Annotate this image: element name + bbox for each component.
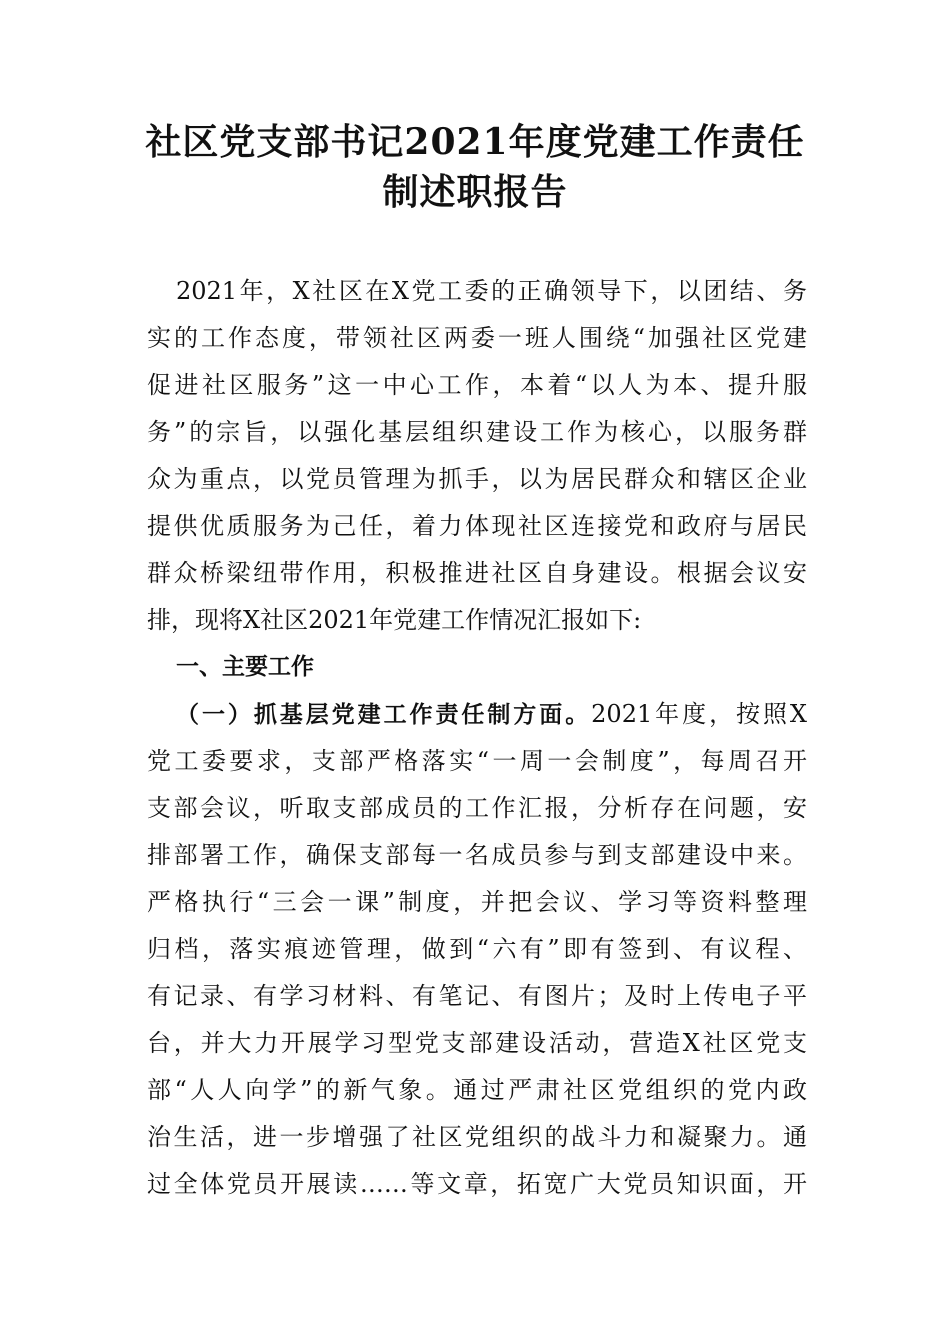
subsection-1-line-3: 支部会议，听取支部成员的工作汇报，分析存在问题，安 xyxy=(147,794,807,822)
intro-line-5: 众为重点，以党员管理为抓手，以为居民群众和辖区企业 xyxy=(147,465,807,493)
intro-line-6: 提供优质服务为己任，着力体现社区连接党和政府与居民 xyxy=(147,512,807,540)
intro-line-3: 促进社区服务”这一中心工作，本着“以人为本、提升服 xyxy=(147,371,807,399)
subsection-1-line-2: 党工委要求，支部严格落实“一周一会制度”，每周召开 xyxy=(147,747,807,775)
subsection-1-first-line-rest: 2021年度，按照X xyxy=(591,700,808,728)
intro-line-7: 群众桥梁纽带作用，积极推进社区自身建设。根据会议安 xyxy=(147,559,807,587)
subsection-1-line-5: 严格执行“三会一课”制度，并把会议、学习等资料整理 xyxy=(147,888,807,916)
intro-line-1: 2021年，X社区在X党工委的正确领导下，以团结、务 xyxy=(176,277,807,305)
subsection-1-line-10: 治生活，进一步增强了社区党组织的战斗力和凝聚力。通 xyxy=(147,1123,807,1151)
subsection-1-line-11: 过全体党员开展读……等文章，拓宽广大党员知识面，开 xyxy=(147,1170,807,1198)
subsection-1-line-7: 有记录、有学习材料、有笔记、有图片；及时上传电子平 xyxy=(147,982,807,1010)
subsection-1-line-8: 台，并大力开展学习型党支部建设活动，营造X社区党支 xyxy=(147,1029,807,1057)
intro-line-4: 务”的宗旨，以强化基层组织建设工作为核心，以服务群 xyxy=(147,418,807,446)
subsection-1-first-line xyxy=(176,691,807,738)
document-title-line-2: 制述职报告 xyxy=(382,171,568,213)
section-heading-main-work: 一、主要工作 xyxy=(176,654,314,680)
document-title-line-1: 社区党支部书记2021年度党建工作责任 xyxy=(145,121,805,163)
subsection-1-line-9: 部“人人向学”的新气象。通过严肃社区党组织的党内政 xyxy=(147,1076,807,1104)
subsection-1-lead: （一）抓基层党建工作责任制方面。 xyxy=(176,702,592,728)
subsection-1-line-6: 归档，落实痕迹管理，做到“六有”即有签到、有议程、 xyxy=(147,935,807,963)
subsection-1-line-4: 排部署工作，确保支部每一名成员参与到支部建设中来。 xyxy=(147,841,807,869)
intro-line-8: 排，现将X社区2021年党建工作情况汇报如下: xyxy=(147,606,642,634)
intro-line-2: 实的工作态度，带领社区两委一班人围绕“加强社区党建 xyxy=(147,324,807,352)
